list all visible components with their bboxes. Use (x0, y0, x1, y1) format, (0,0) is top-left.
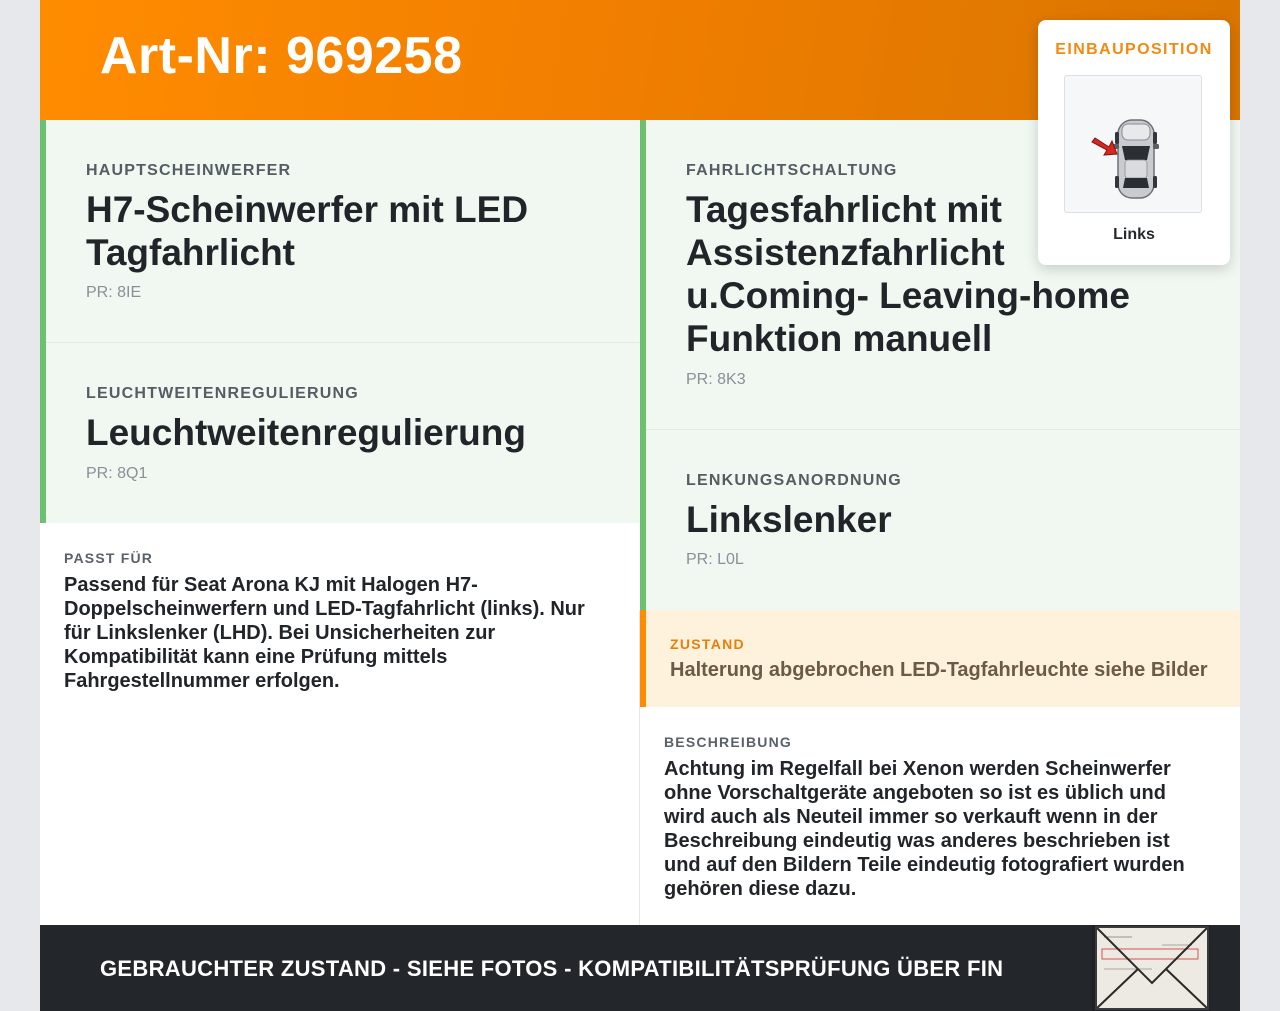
card-pr-lenkung: PR: L0L (686, 551, 744, 568)
condition-label: ZUSTAND (670, 636, 745, 652)
vehicle-document-thumbnail[interactable] (1092, 925, 1210, 1011)
condition-text: Halterung abgebrochen LED-Tagfahrleuchte siehe Bilder (670, 659, 1208, 681)
card-title-fahrlicht: Tagesfahrlicht mit Assistenzfahrlicht u.Coming- Leaving-home Funktion manuell (686, 189, 1130, 359)
install-position-image[interactable] (1064, 75, 1202, 213)
car-top-view-icon (1065, 76, 1201, 212)
card-label-hauptscheinwerfer: HAUPTSCHEINWERFER (86, 162, 292, 179)
description-text: Achtung im Regelfall bei Xenon werden Scheinwerfer ohne Vorschaltgeräte angeboten so ist es üblich und wird auch als Neuteil immer so verkauft wenn in der Beschreibung eindeutig was anderes beschrieben ist und auf den Bildern Teile eindeutig fotografiert wurden gehören diese dazu. (664, 758, 1185, 900)
compatibility-label: PASST FÜR (64, 550, 154, 566)
card-pr-hauptscheinwerfer: PR: 8IE (86, 284, 142, 301)
card-pr-leuchtweite: PR: 8Q1 (86, 465, 148, 482)
condition-box (640, 610, 1240, 707)
compatibility-text: Passend für Seat Arona KJ mit Halogen H7-Doppelscheinwerfern und LED-Tagfahrlicht (links). Nur für Linkslenker (LHD). Bei Unsicherheiten zur Kompatibilität kann eine Prüfung mittels Fahrgestellnummer erfolgen. (64, 574, 585, 692)
document-envelope-icon (1092, 925, 1210, 1011)
install-position-label: EINBAUPOSITION (1055, 41, 1213, 58)
article-number-title: Art-Nr: 969258 (100, 27, 463, 85)
card-title-leuchtweite: Leuchtweitenregulierung (86, 412, 526, 453)
card-divider (646, 429, 1240, 430)
footer-text: GEBRAUCHTER ZUSTAND - SIEHE FOTOS - KOMPATIBILITÄTSPRÜFUNG ÜBER FIN (100, 956, 1004, 981)
description-label: BESCHREIBUNG (664, 734, 792, 750)
footer-bar (40, 925, 1240, 1011)
card-divider (46, 342, 640, 343)
card-label-leuchtweite: LEUCHTWEITENREGULIERUNG (86, 385, 359, 402)
card-label-lenkung: LENKUNGSANORDNUNG (686, 472, 902, 489)
left-card-group (40, 120, 640, 523)
card-title-lenkung: Linkslenker (686, 499, 892, 540)
install-position-card (1038, 20, 1230, 265)
product-sheet (40, 0, 1240, 1011)
card-title-hauptscheinwerfer: H7-Scheinwerfer mit LED Tagfahrlicht (86, 189, 529, 273)
install-position-value: Links (1113, 226, 1155, 243)
card-pr-fahrlicht: PR: 8K3 (686, 371, 746, 388)
card-label-fahrlicht: FAHRLICHTSCHALTUNG (686, 162, 898, 179)
